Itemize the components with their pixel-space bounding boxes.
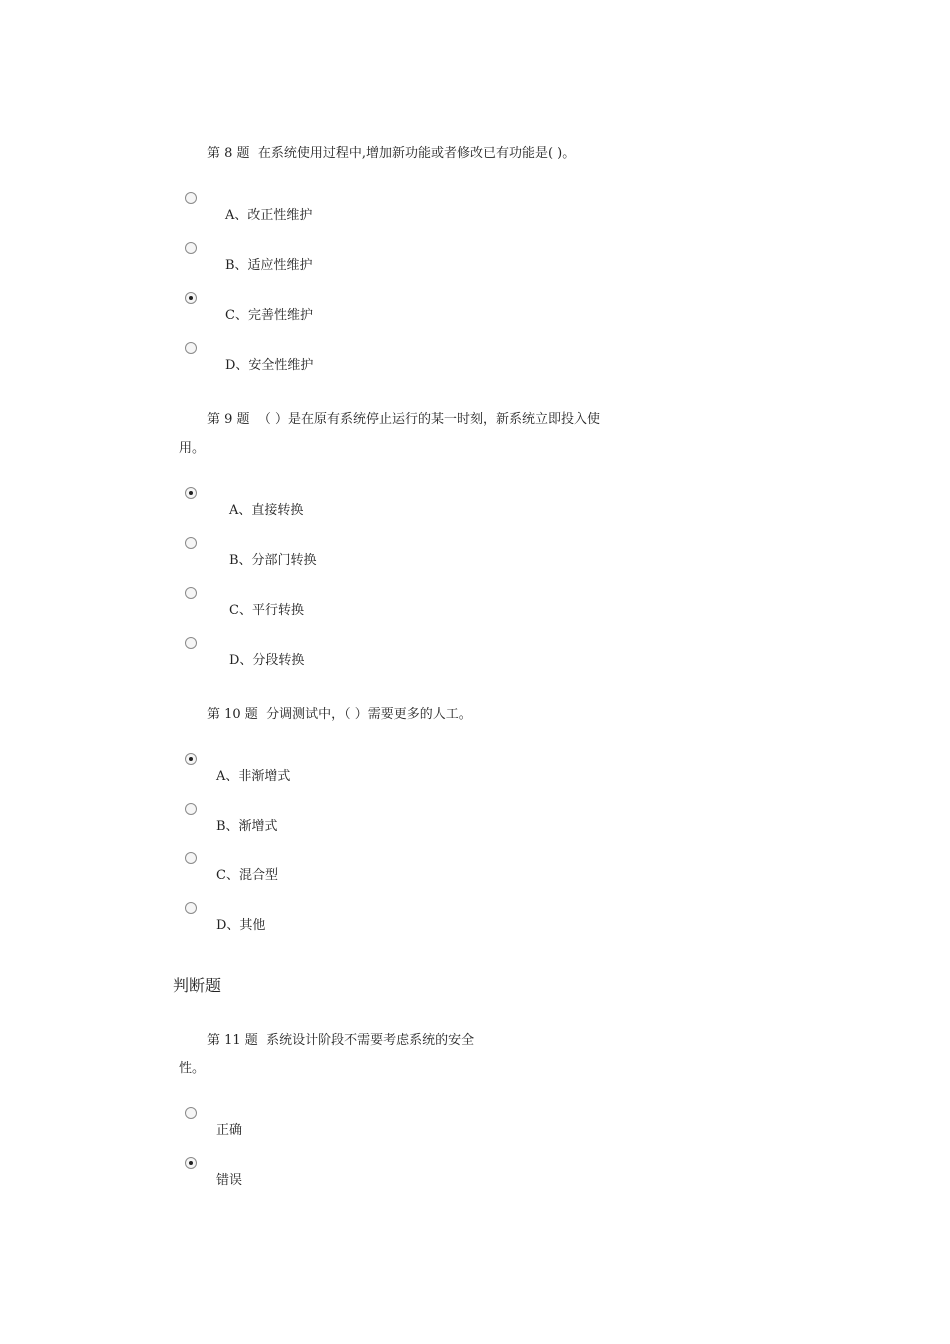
question-text: 在系统使用过程中,增加新功能或者修改已有功能是( )。 xyxy=(257,146,576,161)
radio-button[interactable] xyxy=(185,192,197,204)
radio-button[interactable] xyxy=(185,1107,197,1119)
question-10 xyxy=(207,700,472,729)
radio-button[interactable] xyxy=(185,587,197,599)
radio-button[interactable] xyxy=(185,852,197,864)
radio-button[interactable] xyxy=(185,342,197,354)
question-text-continued: 用。 xyxy=(179,441,206,456)
radio-button[interactable] xyxy=(185,242,197,254)
option-label: C、平行转换 xyxy=(229,603,304,618)
question-9-continuation xyxy=(179,434,205,463)
question-text: 分调测试中，（ ）需要更多的人工。 xyxy=(266,707,472,722)
question-8 xyxy=(207,139,575,168)
radio-button-selected[interactable] xyxy=(185,292,197,304)
question-text: （ ）是在原有系统停止运行的某一时刻，新系统立即投入使 xyxy=(257,412,600,427)
option-label: 正确 xyxy=(216,1123,243,1138)
question-9 xyxy=(207,405,600,434)
radio-button-selected[interactable] xyxy=(185,1157,197,1169)
question-number: 第 8 题 xyxy=(207,146,250,161)
option-label: A、直接转换 xyxy=(229,503,304,518)
option-label: B、渐增式 xyxy=(216,819,278,834)
option-label: 错误 xyxy=(216,1173,243,1188)
option-label: D、其他 xyxy=(216,918,266,933)
option-label: D、安全性维护 xyxy=(225,358,314,373)
option-label: D、分段转换 xyxy=(229,653,305,668)
option-label: A、改正性维护 xyxy=(225,208,313,223)
radio-button[interactable] xyxy=(185,902,197,914)
radio-button[interactable] xyxy=(185,803,197,815)
option-label: A、非渐增式 xyxy=(216,769,291,784)
question-text-continued: 性。 xyxy=(179,1061,206,1076)
radio-button-selected[interactable] xyxy=(185,487,197,499)
question-number: 第 11 题 xyxy=(207,1033,258,1048)
question-text: 系统设计阶段不需要考虑系统的安全 xyxy=(266,1033,475,1048)
section-title: 判断题 xyxy=(173,976,222,995)
question-number: 第 10 题 xyxy=(207,707,258,722)
radio-button[interactable] xyxy=(185,537,197,549)
question-11 xyxy=(207,1026,474,1055)
option-label: B、分部门转换 xyxy=(229,553,317,568)
question-11-continuation xyxy=(179,1054,205,1083)
radio-button-selected[interactable] xyxy=(185,753,197,765)
option-label: B、适应性维护 xyxy=(225,258,313,273)
question-number: 第 9 题 xyxy=(207,412,250,427)
option-label: C、混合型 xyxy=(216,868,278,883)
radio-button[interactable] xyxy=(185,637,197,649)
option-label: C、完善性维护 xyxy=(225,308,313,323)
